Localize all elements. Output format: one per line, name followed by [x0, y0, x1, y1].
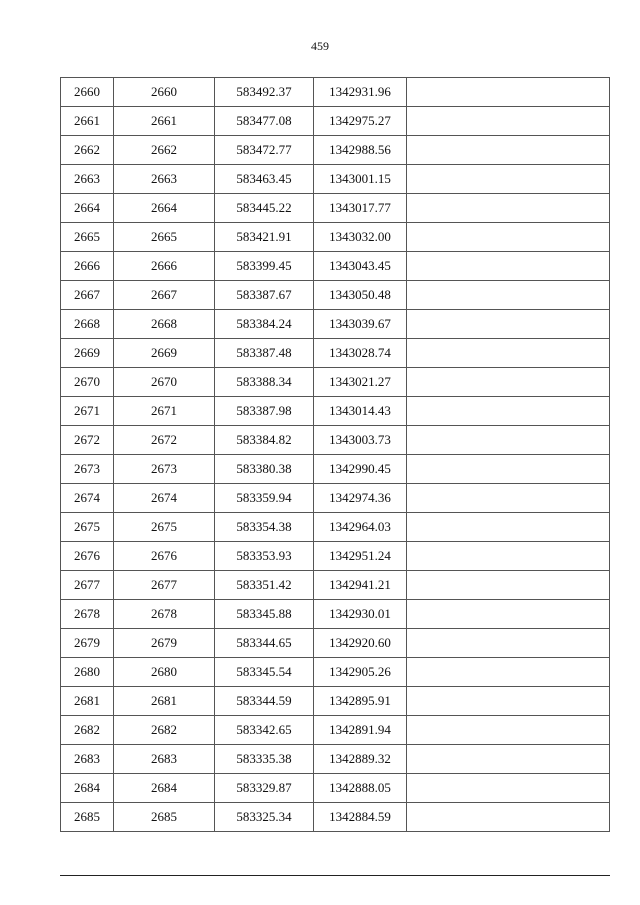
note-cell: [407, 339, 610, 368]
table-body: [61, 78, 610, 832]
x-coordinate-cell: 583345.88: [215, 600, 314, 629]
y-coordinate-cell: 1342951.24: [314, 542, 407, 571]
point-id-cell: 2671: [114, 397, 215, 426]
x-coordinate-cell: 583388.34: [215, 368, 314, 397]
point-id-cell: 2675: [114, 513, 215, 542]
point-id-cell: 2683: [114, 745, 215, 774]
table-row: [61, 542, 610, 571]
footer-divider: [60, 875, 610, 876]
table-row: [61, 368, 610, 397]
note-cell: [407, 310, 610, 339]
x-coordinate-cell: 583344.59: [215, 687, 314, 716]
point-number-cell: 2677: [61, 571, 114, 600]
table-row: [61, 513, 610, 542]
point-number-cell: 2674: [61, 484, 114, 513]
note-cell: [407, 803, 610, 832]
point-number-cell: 2666: [61, 252, 114, 281]
point-number-cell: 2668: [61, 310, 114, 339]
y-coordinate-cell: 1343043.45: [314, 252, 407, 281]
point-number-cell: 2660: [61, 78, 114, 107]
note-cell: [407, 600, 610, 629]
note-cell: [407, 397, 610, 426]
point-number-cell: 2670: [61, 368, 114, 397]
point-id-cell: 2661: [114, 107, 215, 136]
point-id-cell: 2681: [114, 687, 215, 716]
point-number-cell: 2676: [61, 542, 114, 571]
note-cell: [407, 368, 610, 397]
table-row: [61, 774, 610, 803]
point-id-cell: 2674: [114, 484, 215, 513]
x-coordinate-cell: 583384.82: [215, 426, 314, 455]
table-row: [61, 78, 610, 107]
point-id-cell: 2677: [114, 571, 215, 600]
y-coordinate-cell: 1342889.32: [314, 745, 407, 774]
point-id-cell: 2660: [114, 78, 215, 107]
point-number-cell: 2665: [61, 223, 114, 252]
note-cell: [407, 78, 610, 107]
y-coordinate-cell: 1342988.56: [314, 136, 407, 165]
point-number-cell: 2667: [61, 281, 114, 310]
note-cell: [407, 484, 610, 513]
y-coordinate-cell: 1342891.94: [314, 716, 407, 745]
y-coordinate-cell: 1343003.73: [314, 426, 407, 455]
y-coordinate-cell: 1342931.96: [314, 78, 407, 107]
note-cell: [407, 107, 610, 136]
x-coordinate-cell: 583380.38: [215, 455, 314, 484]
note-cell: [407, 223, 610, 252]
note-cell: [407, 745, 610, 774]
x-coordinate-cell: 583463.45: [215, 165, 314, 194]
y-coordinate-cell: 1342975.27: [314, 107, 407, 136]
point-number-cell: 2684: [61, 774, 114, 803]
point-id-cell: 2666: [114, 252, 215, 281]
point-id-cell: 2662: [114, 136, 215, 165]
y-coordinate-cell: 1343001.15: [314, 165, 407, 194]
y-coordinate-cell: 1343017.77: [314, 194, 407, 223]
x-coordinate-cell: 583344.65: [215, 629, 314, 658]
y-coordinate-cell: 1342941.21: [314, 571, 407, 600]
y-coordinate-cell: 1343028.74: [314, 339, 407, 368]
x-coordinate-cell: 583445.22: [215, 194, 314, 223]
table-row: [61, 745, 610, 774]
point-id-cell: 2672: [114, 426, 215, 455]
note-cell: [407, 687, 610, 716]
table-row: [61, 658, 610, 687]
x-coordinate-cell: 583384.24: [215, 310, 314, 339]
y-coordinate-cell: 1342990.45: [314, 455, 407, 484]
x-coordinate-cell: 583329.87: [215, 774, 314, 803]
x-coordinate-cell: 583353.93: [215, 542, 314, 571]
point-number-cell: 2661: [61, 107, 114, 136]
x-coordinate-cell: 583354.38: [215, 513, 314, 542]
table-row: [61, 223, 610, 252]
point-id-cell: 2678: [114, 600, 215, 629]
note-cell: [407, 629, 610, 658]
x-coordinate-cell: 583359.94: [215, 484, 314, 513]
x-coordinate-cell: 583387.67: [215, 281, 314, 310]
point-id-cell: 2668: [114, 310, 215, 339]
point-id-cell: 2665: [114, 223, 215, 252]
point-number-cell: 2662: [61, 136, 114, 165]
x-coordinate-cell: 583477.08: [215, 107, 314, 136]
point-id-cell: 2684: [114, 774, 215, 803]
coordinates-table: [60, 77, 610, 832]
point-id-cell: 2676: [114, 542, 215, 571]
point-number-cell: 2664: [61, 194, 114, 223]
note-cell: [407, 136, 610, 165]
note-cell: [407, 281, 610, 310]
point-number-cell: 2682: [61, 716, 114, 745]
point-number-cell: 2663: [61, 165, 114, 194]
y-coordinate-cell: 1343021.27: [314, 368, 407, 397]
x-coordinate-cell: 583387.48: [215, 339, 314, 368]
point-id-cell: 2680: [114, 658, 215, 687]
table-row: [61, 426, 610, 455]
y-coordinate-cell: 1342974.36: [314, 484, 407, 513]
table-row: [61, 455, 610, 484]
point-number-cell: 2681: [61, 687, 114, 716]
y-coordinate-cell: 1342905.26: [314, 658, 407, 687]
y-coordinate-cell: 1343039.67: [314, 310, 407, 339]
point-id-cell: 2670: [114, 368, 215, 397]
point-number-cell: 2675: [61, 513, 114, 542]
point-number-cell: 2685: [61, 803, 114, 832]
x-coordinate-cell: 583399.45: [215, 252, 314, 281]
note-cell: [407, 658, 610, 687]
point-number-cell: 2671: [61, 397, 114, 426]
point-id-cell: 2682: [114, 716, 215, 745]
table-row: [61, 136, 610, 165]
x-coordinate-cell: 583342.65: [215, 716, 314, 745]
point-id-cell: 2663: [114, 165, 215, 194]
note-cell: [407, 252, 610, 281]
point-number-cell: 2679: [61, 629, 114, 658]
note-cell: [407, 194, 610, 223]
point-number-cell: 2680: [61, 658, 114, 687]
table-row: [61, 107, 610, 136]
point-number-cell: 2673: [61, 455, 114, 484]
point-id-cell: 2685: [114, 803, 215, 832]
table-row: [61, 252, 610, 281]
x-coordinate-cell: 583325.34: [215, 803, 314, 832]
table-row: [61, 194, 610, 223]
y-coordinate-cell: 1343050.48: [314, 281, 407, 310]
point-number-cell: 2672: [61, 426, 114, 455]
x-coordinate-cell: 583387.98: [215, 397, 314, 426]
point-id-cell: 2669: [114, 339, 215, 368]
y-coordinate-cell: 1342964.03: [314, 513, 407, 542]
point-id-cell: 2673: [114, 455, 215, 484]
point-number-cell: 2683: [61, 745, 114, 774]
table-row: [61, 716, 610, 745]
table-row: [61, 687, 610, 716]
x-coordinate-cell: 583345.54: [215, 658, 314, 687]
y-coordinate-cell: 1343014.43: [314, 397, 407, 426]
note-cell: [407, 571, 610, 600]
y-coordinate-cell: 1342895.91: [314, 687, 407, 716]
y-coordinate-cell: 1342884.59: [314, 803, 407, 832]
point-id-cell: 2667: [114, 281, 215, 310]
note-cell: [407, 716, 610, 745]
x-coordinate-cell: 583351.42: [215, 571, 314, 600]
point-number-cell: 2669: [61, 339, 114, 368]
table-row: [61, 339, 610, 368]
page-number: 459: [311, 39, 329, 53]
table-row: [61, 165, 610, 194]
x-coordinate-cell: 583335.38: [215, 745, 314, 774]
point-number-cell: 2678: [61, 600, 114, 629]
point-id-cell: 2664: [114, 194, 215, 223]
table-row: [61, 397, 610, 426]
x-coordinate-cell: 583472.77: [215, 136, 314, 165]
table-row: [61, 281, 610, 310]
x-coordinate-cell: 583492.37: [215, 78, 314, 107]
table-row: [61, 629, 610, 658]
table-row: [61, 600, 610, 629]
note-cell: [407, 542, 610, 571]
note-cell: [407, 513, 610, 542]
point-id-cell: 2679: [114, 629, 215, 658]
x-coordinate-cell: 583421.91: [215, 223, 314, 252]
y-coordinate-cell: 1343032.00: [314, 223, 407, 252]
table-row: [61, 310, 610, 339]
table-row: [61, 803, 610, 832]
note-cell: [407, 426, 610, 455]
table-row: [61, 571, 610, 600]
table-row: [61, 484, 610, 513]
y-coordinate-cell: 1342930.01: [314, 600, 407, 629]
note-cell: [407, 165, 610, 194]
note-cell: [407, 774, 610, 803]
y-coordinate-cell: 1342888.05: [314, 774, 407, 803]
note-cell: [407, 455, 610, 484]
y-coordinate-cell: 1342920.60: [314, 629, 407, 658]
